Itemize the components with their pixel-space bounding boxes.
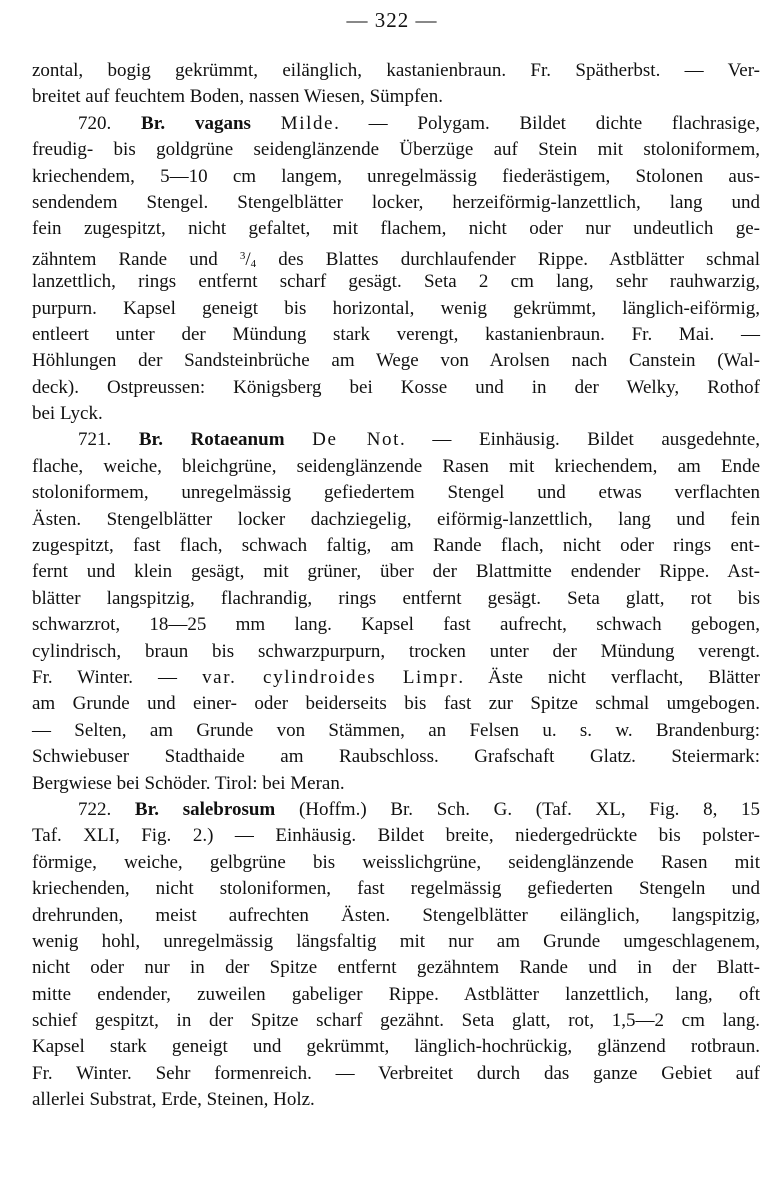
fraction: $^3/_4$ bbox=[239, 248, 257, 270]
text-line bbox=[32, 58, 760, 84]
species-name: Br. salebrosum bbox=[134, 798, 276, 820]
text-run: breitet auf feuchtem Boden, nassen Wiesen, Sümpfen. bbox=[32, 86, 443, 108]
text-run: zontal, bogig gekrümmt, eilänglich, kastanienbraun. Fr. Spätherbst. — Ver- bbox=[32, 60, 760, 81]
text-run: drehrunden, meist aufrechten Ästen. Stengelblätter eilänglich, langspitzig, bbox=[32, 904, 760, 926]
text-line bbox=[32, 480, 760, 506]
text-line bbox=[32, 322, 760, 348]
text-run: nicht oder nur in der Spitze entfernt gezähntem Rande und in der Blatt- bbox=[32, 957, 760, 979]
text-run: Bergwiese bei Schöder. Tirol: bei Meran. bbox=[32, 772, 345, 794]
text-line bbox=[32, 639, 760, 665]
text-run: 720. bbox=[78, 112, 142, 134]
species-name: Br. vagans bbox=[141, 112, 251, 134]
text-run: bei Lyck. bbox=[32, 403, 103, 425]
text-run: allerlei Substrat, Erde, Steinen, Holz. bbox=[32, 1089, 315, 1111]
text-line bbox=[32, 111, 760, 137]
text-run: schief gespitzt, in der Spitze scharf gezähnt. Seta glatt, rot, 1,5—2 cm lang. bbox=[32, 1010, 760, 1032]
text-line bbox=[32, 190, 760, 216]
text-run: . — Polygam. Bildet dichte flachrasige, bbox=[334, 112, 761, 134]
text-run: zugespitzt, fast flach, schwach faltig, am Rande flach, nicht oder rings ent- bbox=[32, 535, 760, 557]
text-run: Taf. XLI, Fig. 2.) — Einhäusig. Bildet breite, niedergedrückte bis polster- bbox=[32, 825, 760, 847]
text-run: — Selten, am Grunde von Stämmen, an Felsen u. s. w. Brandenburg: bbox=[32, 719, 760, 741]
text-line bbox=[32, 1008, 760, 1034]
text-run: am Grunde und einer- oder beiderseits bis fast zur Spitze schmal umgebogen. bbox=[32, 693, 760, 715]
text-line bbox=[32, 1061, 760, 1087]
text-line bbox=[32, 903, 760, 929]
text-run: blätter langspitzig, flachrandig, rings entfernt gesägt. Seta glatt, rot bis bbox=[32, 587, 760, 609]
text-run: stoloniformem, unregelmässig gefiedertem Stengel und etwas verflachten bbox=[32, 482, 760, 504]
text-run: . — Einhäusig. Bildet ausgedehnte, bbox=[400, 429, 761, 451]
text-line bbox=[32, 296, 760, 322]
text-line bbox=[32, 718, 760, 744]
text-line bbox=[32, 348, 760, 374]
body-text bbox=[32, 58, 760, 1114]
text-line bbox=[32, 982, 760, 1008]
author-name: De Not bbox=[312, 429, 400, 451]
text-line bbox=[32, 850, 760, 876]
text-line bbox=[32, 507, 760, 533]
text-run: (Hoffm.) Br. Sch. G. (Taf. XL, Fig. 8, 15 bbox=[275, 798, 760, 820]
text-run: deck). Ostpreussen: Königsberg bei Kosse und in der Welky, Rothof bbox=[32, 376, 760, 398]
text-run: freudig- bis goldgrüne seidenglänzende Überzüge auf Stein mit stoloniformem, bbox=[32, 139, 760, 161]
text-line bbox=[32, 243, 760, 269]
text-run: fernt und klein gesägt, mit grüner, über der Blattmitte endender Rippe. Ast- bbox=[32, 561, 760, 583]
text-line bbox=[32, 1087, 760, 1113]
text-line bbox=[32, 164, 760, 190]
text-run: sendendem Stengel. Stengelblätter locker, herzeiförmig-lanzettlich, lang und bbox=[32, 191, 760, 213]
text-run: . Äste nicht verflacht, Blätter bbox=[458, 666, 760, 688]
text-run: cylindrisch, braun bis schwarzpurpurn, trocken unter der Mündung verengt. bbox=[32, 640, 760, 662]
text-run: 721. bbox=[78, 429, 139, 451]
text-run: des Blattes durchlaufender Rippe. Astblätter schmal bbox=[256, 248, 761, 270]
text-line bbox=[32, 823, 760, 849]
text-run: flache, weiche, bleichgrüne, seidenglänzende Rasen mit kriechendem, am Ende bbox=[32, 455, 760, 477]
text-run: mitte endender, zuweilen gabeliger Rippe. Astblätter lanzettlich, lang, oft bbox=[32, 983, 760, 1005]
page-number: — 322 — bbox=[346, 8, 438, 32]
text-line bbox=[32, 665, 760, 691]
text-line bbox=[32, 691, 760, 717]
text-run: lanzettlich, rings entfernt scharf gesägt. Seta 2 cm lang, sehr rauhwarzig, bbox=[32, 271, 760, 293]
text-run bbox=[285, 429, 313, 450]
text-line bbox=[32, 586, 760, 612]
text-run: wenig hohl, unregelmässig längsfaltig mit nur am Grunde umgeschlagenem, bbox=[32, 930, 760, 952]
text-run: Fr. Winter. Sehr formenreich. — Verbreitet durch das ganze Gebiet auf bbox=[32, 1062, 760, 1084]
text-run: zähntem Rande und bbox=[32, 248, 240, 270]
text-run: Schwiebuser Stadthaide am Raubschloss. Grafschaft Glatz. Steiermark: bbox=[32, 746, 760, 768]
text-run: kriechendem, 5—10 cm langem, unregelmässig fiederästigem, Stolonen aus- bbox=[32, 165, 760, 187]
text-line bbox=[32, 137, 760, 163]
text-run: schwarzrot, 18—25 mm lang. Kapsel fast aufrecht, schwach gebogen, bbox=[32, 614, 760, 636]
text-line bbox=[32, 559, 760, 585]
author-name: Milde bbox=[280, 112, 335, 134]
text-line bbox=[32, 401, 760, 427]
text-run: kriechenden, nicht stoloniformen, fast regelmässig gefiederten Stengeln und bbox=[32, 878, 760, 900]
text-line bbox=[32, 533, 760, 559]
text-run: Fr. Winter. — bbox=[32, 666, 203, 688]
text-line bbox=[32, 955, 760, 981]
species-name: Br. Rotaeanum bbox=[138, 429, 285, 451]
text-run: entleert unter der Mündung stark verengt, kastanienbraun. Fr. Mai. — bbox=[32, 323, 760, 345]
text-run: Ästen. Stengelblätter locker dachziegelig, eiförmig-lanzettlich, lang und fein bbox=[32, 508, 760, 530]
text-run: förmige, weiche, gelbgrüne bis weisslichgrüne, seidenglänzende Rasen mit bbox=[32, 851, 760, 873]
text-line bbox=[32, 269, 760, 295]
text-line bbox=[32, 216, 760, 242]
text-line bbox=[32, 929, 760, 955]
text-line bbox=[32, 612, 760, 638]
text-line bbox=[32, 744, 760, 770]
text-run: fein zugespitzt, nicht gefaltet, mit flachem, nicht oder nur undeutlich ge- bbox=[32, 218, 760, 240]
text-line bbox=[32, 876, 760, 902]
text-run: purpurn. Kapsel geneigt bis horizontal, wenig gekrümmt, länglich-eiförmig, bbox=[32, 297, 760, 319]
text-run: Höhlungen der Sandsteinbrüche am Wege von Arolsen nach Canstein (Wal- bbox=[32, 350, 760, 372]
text-run bbox=[251, 113, 281, 134]
text-run: 722. bbox=[78, 798, 135, 820]
text-run: Kapsel stark geneigt und gekrümmt, länglich-hochrückig, glänzend rotbraun. bbox=[32, 1036, 760, 1058]
text-line bbox=[32, 375, 760, 401]
author-name: var. cylindroides Limpr bbox=[202, 666, 459, 688]
text-line bbox=[32, 771, 760, 797]
text-line bbox=[32, 84, 760, 110]
text-line bbox=[32, 454, 760, 480]
text-line bbox=[32, 1034, 760, 1060]
text-line bbox=[32, 797, 760, 823]
text-line bbox=[32, 427, 760, 453]
